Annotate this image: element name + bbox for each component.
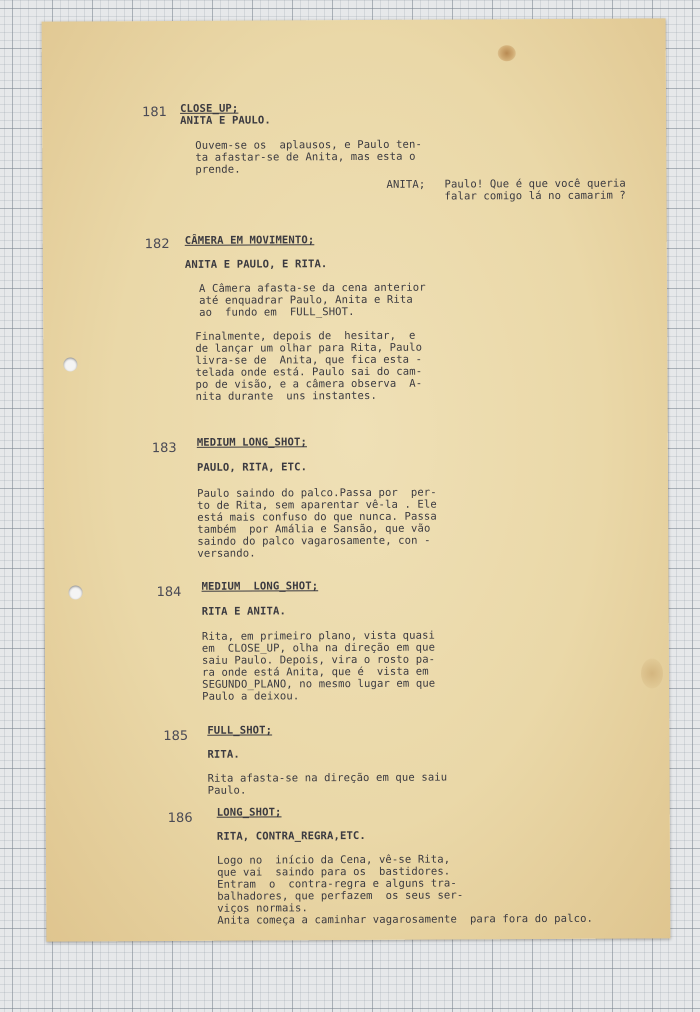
scene-number: 185 <box>163 728 189 745</box>
paper-stain <box>641 658 663 688</box>
scene-number: 186 <box>167 810 193 826</box>
action-line: está mais confuso do que nunca. Passa <box>197 510 437 524</box>
action-line: po de visão, e a câmera observa A- <box>195 377 423 391</box>
action-line: ao fundo em FULL_SHOT. <box>199 306 355 319</box>
characters-line: ANITA E PAULO. <box>180 114 271 127</box>
action-line: de lançar um olhar para Rita, Paulo <box>195 341 423 355</box>
action-line: SEGUNDO_PLANO, no mesmo lugar em que <box>202 677 436 691</box>
action-line: Paulo. <box>207 784 247 797</box>
dialogue-line: falar comigo lá no camarim ? <box>444 189 626 203</box>
action-line: em CLOSE_UP, olha na direção em que <box>201 641 436 655</box>
action-line: saiu Paulo. Depois, vira o rosto pa- <box>201 653 436 667</box>
scene-number: 183 <box>151 440 177 457</box>
characters-line: PAULO, RITA, ETC. <box>196 461 308 474</box>
action-line: Rita afasta-se na direção em que saiu <box>207 771 448 785</box>
dialogue-line: Paulo! Que é que você queria <box>444 177 626 191</box>
shot-heading: CLOSE_UP; <box>180 102 239 115</box>
action-line: também por Amália e Sansão, que vão <box>197 522 431 536</box>
paper-stain <box>498 45 516 61</box>
action-line: to de Rita, sem aparentar vê-la . Ele <box>197 498 437 512</box>
action-line: telada onde está. Paulo sai do cam- <box>195 365 423 379</box>
action-line: Entram o contra-regra e alguns tra- <box>217 877 457 891</box>
action-line: balhadores, que perfazem os seus ser- <box>217 889 464 903</box>
action-line: Ouvem-se os aplausos, e Paulo ten- <box>195 138 423 152</box>
action-line: Finalmente, depois de hesitar, e <box>195 329 416 343</box>
typed-script-page <box>42 18 671 941</box>
shot-heading: MEDIUM LONG_SHOT; <box>196 436 307 449</box>
scene-number: 182 <box>144 236 170 253</box>
shot-heading: MEDIUM LONG_SHOT; <box>201 580 319 593</box>
scene-number: 181 <box>142 104 167 121</box>
action-line: saindo do palco vagarosamente, con - <box>197 534 431 548</box>
action-line: versando. <box>197 547 256 560</box>
scene-number: 184 <box>156 584 182 601</box>
punch-hole <box>69 585 83 599</box>
action-line: que vai saindo para os bastidores. <box>217 865 451 879</box>
action-line: Rita, em primeiro plano, vista quasi <box>201 629 436 643</box>
action-line: Paulo a deixou. <box>202 690 300 703</box>
characters-line: RITA, CONTRA_REGRA,ETC. <box>216 829 366 843</box>
action-line: nita durante uns instantes. <box>195 389 377 403</box>
characters-line: RITA E ANITA. <box>201 605 286 618</box>
action-line: Anita começa a caminhar vagarosamente para fora do palco. <box>217 912 594 927</box>
characters-line: RITA. <box>207 748 240 761</box>
action-line: ra onde está Anita, que é vista em <box>201 665 429 679</box>
action-line: A Câmera afasta-se da cena anterior <box>198 281 426 295</box>
dialogue-speaker: ANITA; <box>386 178 426 191</box>
characters-line: ANITA E PAULO, E RITA. <box>184 258 328 271</box>
action-line: ta afastar-se de Anita, mas esta o <box>195 150 416 164</box>
punch-hole <box>63 357 77 371</box>
action-line: livra-se de Anita, que fica esta - <box>195 353 423 367</box>
action-line: prende. <box>195 163 241 176</box>
action-line: até enquadrar Paulo, Anita e Rita <box>199 293 413 307</box>
action-line: Logo no início da Cena, vê-se Rita, <box>216 853 451 867</box>
shot-heading: FULL_SHOT; <box>207 724 273 737</box>
action-line: viços normais. <box>217 902 308 915</box>
shot-heading: CÂMERA EM MOVIMENTO; <box>184 234 315 247</box>
action-line: Paulo saindo do palco.Passa por per- <box>197 486 437 500</box>
shot-heading: LONG_SHOT; <box>216 806 282 819</box>
